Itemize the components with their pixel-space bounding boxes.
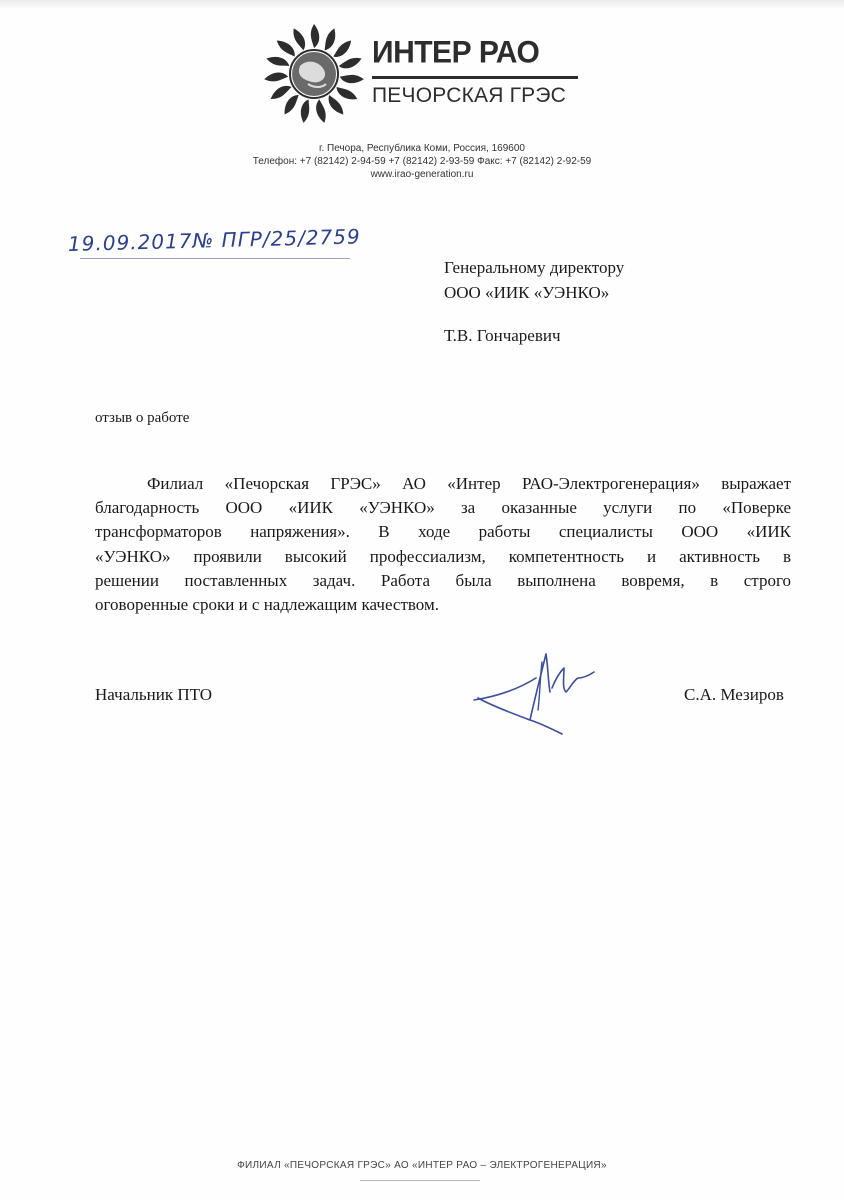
phone-line	[0, 155, 844, 168]
body-line: Филиал «Печорская ГРЭС» АО «Интер РАО-Электрогенерация» выражает	[147, 474, 791, 493]
body-line: оговоренные сроки и с надлежащим качеством.	[95, 594, 439, 614]
reference-number: 19.09.2017№ ПГР/25/2759	[67, 224, 361, 256]
address-text: г. Печора, Республика Коми, Россия, 169600	[319, 143, 525, 154]
website-line	[0, 168, 844, 181]
addressee-organization: ООО «ИИК «УЭНКО»	[444, 283, 610, 302]
body-line: благодарность ООО «ИИК «УЭНКО» за оказанные услуги по «Поверке	[95, 498, 791, 518]
logo-divider	[372, 76, 578, 79]
scan-edge	[0, 0, 844, 10]
company-subtitle: ПЕЧОРСКАЯ ГРЭС	[372, 84, 567, 107]
addressee-position: Генеральному директору	[444, 258, 625, 277]
footer-text: ФИЛИАЛ «ПЕЧОРСКАЯ ГРЭС» АО «ИНТЕР РАО – ЭЛЕКТРОГЕНЕРАЦИЯ»	[237, 1160, 607, 1171]
company-name: ИНТЕР РАО	[372, 35, 540, 70]
letter-body	[95, 472, 791, 617]
body-line: решении поставленных задач. Работа была выполнена вовремя, в строго	[95, 570, 791, 590]
letter-subject: отзыв о работе	[95, 410, 190, 426]
website-link[interactable]: www.irao-generation.ru	[370, 169, 474, 180]
address-line	[0, 142, 844, 155]
body-line: трансформаторов напряжения». В ходе работы специалисты ООО «ИИК	[95, 522, 791, 542]
addressee-name: Т.В. Гончаревич	[444, 326, 561, 345]
phone-text: Телефон: +7 (82142) 2-94-59 +7 (82142) 2-93-59 Факс: +7 (82142) 2-92-59	[252, 156, 592, 167]
signatory-position: Начальник ПТО	[95, 685, 213, 704]
body-line: «УЭНКО» проявили высокий профессиализм, компетентность и активность в	[95, 546, 791, 566]
inter-rao-logo-icon	[262, 22, 366, 126]
handwritten-signature	[470, 648, 600, 738]
footer-divider	[360, 1180, 480, 1181]
signatory-name: С.А. Мезиров	[684, 685, 784, 704]
reference-underline	[80, 258, 350, 259]
